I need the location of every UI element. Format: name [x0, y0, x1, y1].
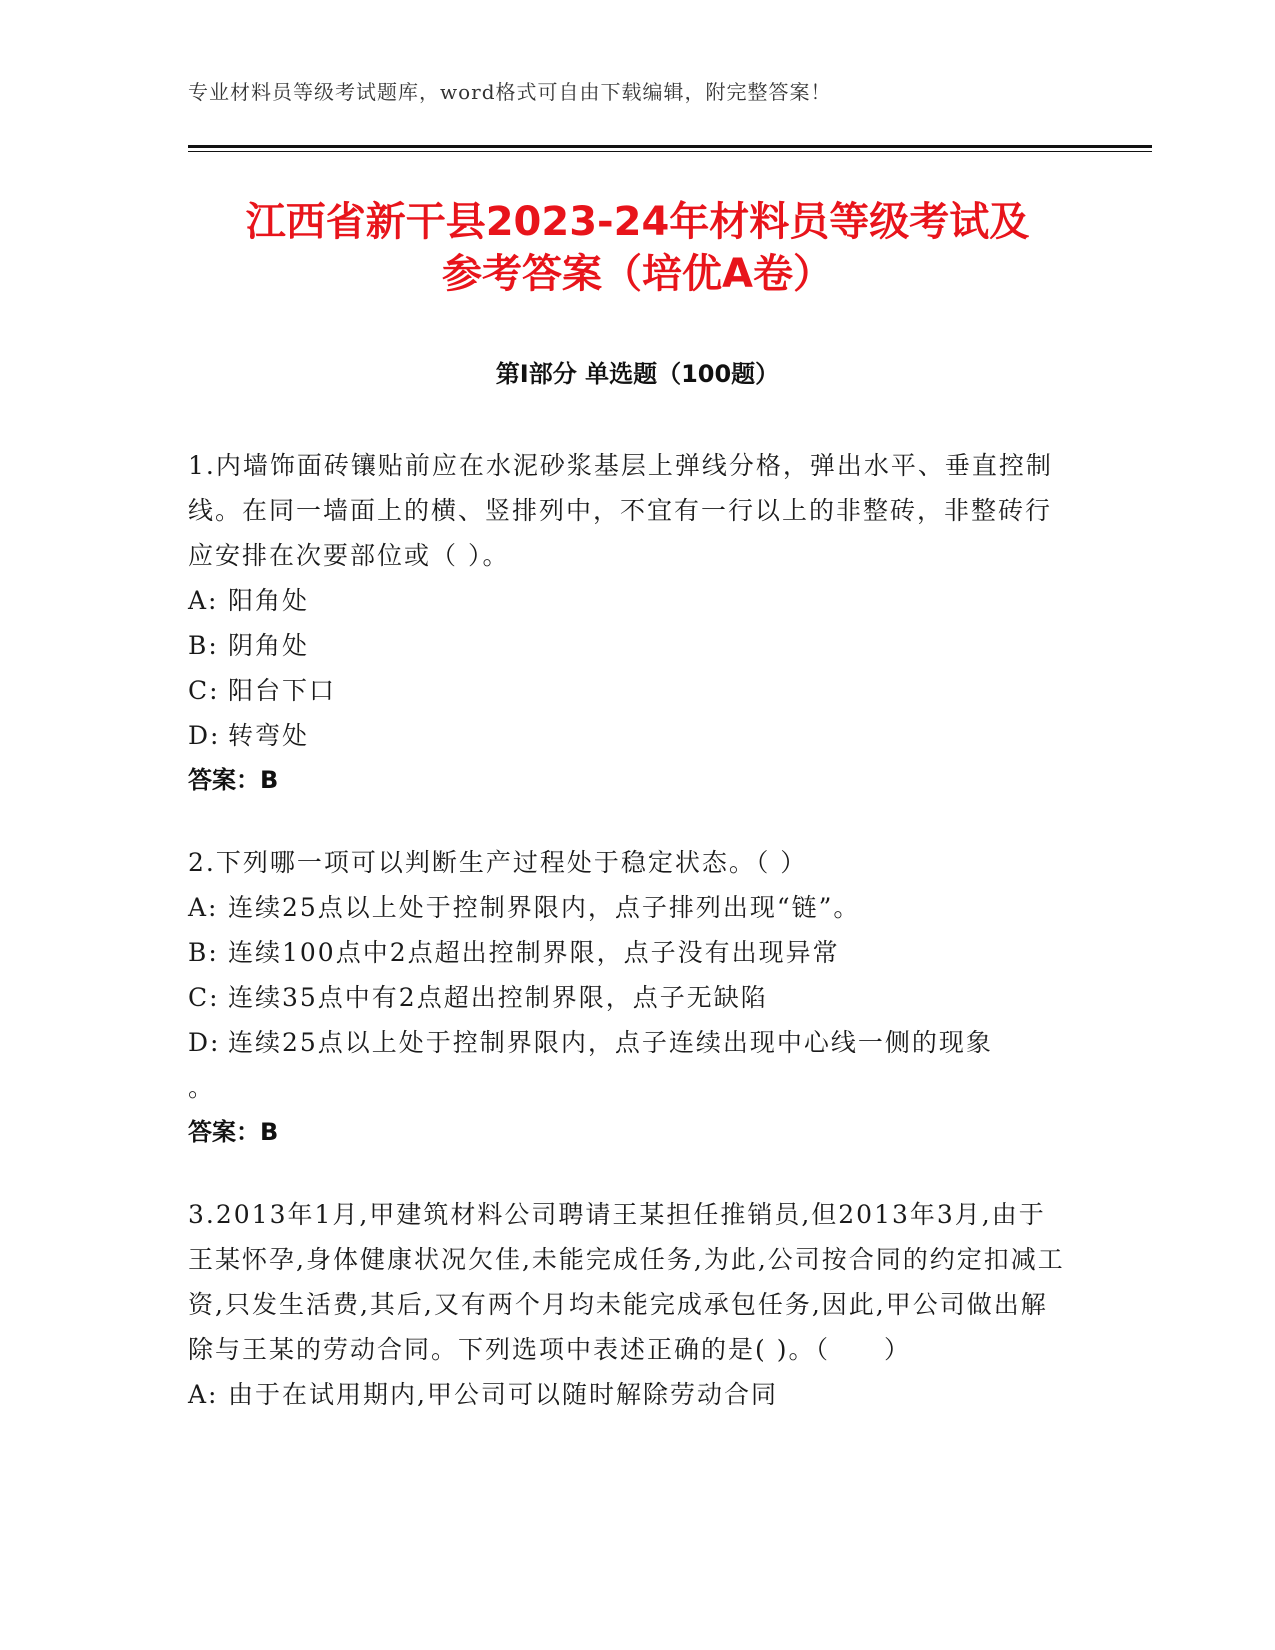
option-letter: A: — [188, 1380, 219, 1409]
document-title-line2: 参考答案（培优A卷） — [442, 251, 833, 297]
option-b — [188, 930, 1068, 975]
option-text: 连续25点以上处于控制界限内，点子排列出现“链”。 — [228, 893, 861, 922]
option-letter: D: — [188, 721, 221, 750]
answer-line: 答案：B — [188, 1118, 279, 1146]
option-letter: C: — [188, 983, 220, 1012]
section-heading: 第Ⅰ部分 单选题（100题） — [495, 360, 780, 388]
option-a — [188, 885, 1068, 930]
question-2 — [188, 840, 1068, 1155]
option-d — [188, 1020, 1068, 1065]
question-list — [188, 443, 1068, 1454]
option-text: 由于在试用期内,甲公司可以随时解除劳动合同 — [228, 1380, 778, 1409]
option-letter: A: — [188, 586, 219, 615]
option-d-continuation — [188, 1065, 1068, 1110]
option-text: 连续100点中2点超出控制界限，点子没有出现异常 — [228, 938, 840, 967]
question-3 — [188, 1192, 1068, 1417]
option-letter: B: — [188, 631, 219, 660]
question-1 — [188, 443, 1068, 803]
option-text: 连续35点中有2点超出控制界限，点子无缺陷 — [228, 983, 768, 1012]
option-text: 。 — [188, 1073, 216, 1102]
header-note: 专业材料员等级考试题库，word格式可自由下载编辑，附完整答案！ — [188, 80, 832, 104]
option-a — [188, 578, 1068, 623]
option-text: 连续25点以上处于控制界限内，点子连续出现中心线一侧的现象 — [228, 1028, 993, 1057]
option-letter: B: — [188, 938, 219, 967]
option-text: 阳角处 — [228, 586, 310, 615]
question-stem: 1.内墙饰面砖镶贴前应在水泥砂浆基层上弹线分格，弹出水平、垂直控制线。在同一墙面上的横、竖排列中，不宜有一行以上的非整砖，非整砖行应安排在次要部位或（ ）。 — [188, 451, 1053, 570]
option-text: 转弯处 — [228, 721, 310, 750]
document-title — [150, 196, 1125, 300]
option-letter: D: — [188, 1028, 221, 1057]
question-stem: 2.下列哪一项可以判断生产过程处于稳定状态。（ ） — [188, 848, 808, 877]
option-b — [188, 623, 1068, 668]
answer-line: 答案：B — [188, 766, 279, 794]
header-rule-thin — [188, 151, 1152, 152]
document-title-line1: 江西省新干县2023-24年材料员等级考试及 — [245, 199, 1030, 245]
option-c — [188, 975, 1068, 1020]
option-letter: C: — [188, 676, 220, 705]
option-d — [188, 713, 1068, 758]
option-a — [188, 1372, 1068, 1417]
option-c — [188, 668, 1068, 713]
option-text: 阳台下口 — [228, 676, 337, 705]
option-letter: A: — [188, 893, 219, 922]
header-rule-thick — [188, 145, 1152, 148]
option-text: 阴角处 — [228, 631, 310, 660]
question-stem: 3.2013年1月,甲建筑材料公司聘请王某担任推销员,但2013年3月,由于王某怀孕,身体健康状况欠佳,未能完成任务,为此,公司按合同的约定扣减工资,只发生活费,其后,又有两个月均未能完成承包任务,因此,甲公司做出解除与王某的劳动合同。下列选项中表述正确的是( )。（ ） — [188, 1200, 1065, 1364]
